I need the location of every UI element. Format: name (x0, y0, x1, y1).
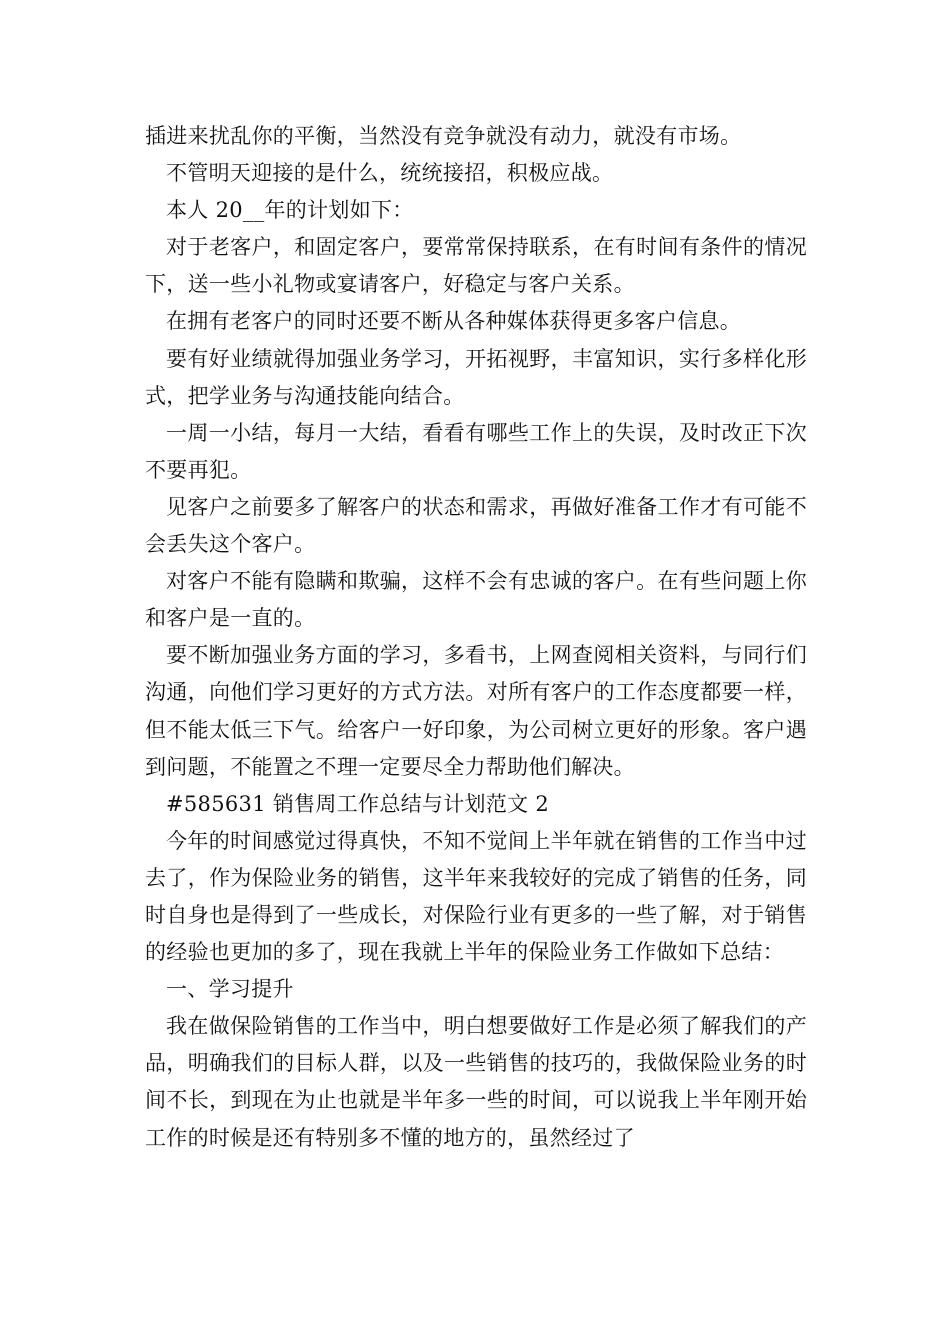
paragraph: 我在做保险销售的工作当中，明白想要做好工作是必须了解我们的产品，明确我们的目标人群，以及一些销售的技巧的，我做保险业务的时间不长，到现在为止也就是半年多一些的时间，可以说我上半年刚开始工作的时候是还有特别多不懂的地方的，虽然经过了 (145, 1014, 807, 1150)
paragraph: 一周一小结，每月一大结，看看有哪些工作上的失误，及时改正下次不要再犯。 (145, 420, 807, 482)
paragraph: 本人 20__年的计划如下： (166, 198, 414, 223)
paragraph: 见客户之前要多了解客户的状态和需求，再做好准备工作才有可能不会丢失这个客户。 (145, 494, 807, 557)
paragraph: 对于老客户，和固定客户，要常常保持联系，在有时间有条件的情况下，送一些小礼物或宴请客户，好稳定与客户关系。 (145, 235, 807, 297)
paragraph: 不管明天迎接的是什么，统统接招，积极应战。 (166, 161, 614, 186)
paragraph: 今年的时间感觉过得真快，不知不觉间上半年就在销售的工作当中过去了，作为保险业务的销售，这半年来我较好的完成了销售的任务，同时自身也是得到了一些成长，对保险行业有更多的一些了解，对于销售的经验也更加的多了，现在我就上半年的保险业务工作做如下总结： (145, 828, 807, 965)
document-body (145, 118, 807, 1157)
section-heading: #585631 销售周工作总结与计划范文 2 (166, 791, 550, 816)
subsection-heading: 一、学习提升 (166, 977, 294, 1002)
paragraph: 在拥有老客户的同时还要不断从各种媒体获得更多客户信息。 (166, 309, 742, 334)
paragraph: 要有好业绩就得加强业务学习，开拓视野，丰富知识，实行多样化形式，把学业务与沟通技能向结合。 (145, 346, 807, 408)
paragraph: 对客户不能有隐瞒和欺骗，这样不会有忠诚的客户。在有些问题上你和客户是一直的。 (145, 569, 807, 631)
paragraph: 要不断加强业务方面的学习，多看书，上网查阅相关资料，与同行们沟通，向他们学习更好的方式方法。对所有客户的工作态度都要一样，但不能太低三下气。给客户一好印象，为公司树立更好的形象。客户遇到问题，不能置之不理一定要尽全力帮助他们解决。 (145, 643, 807, 779)
paragraph: 插进来扰乱你的平衡，当然没有竞争就没有动力，就没有市场。 (145, 124, 742, 148)
